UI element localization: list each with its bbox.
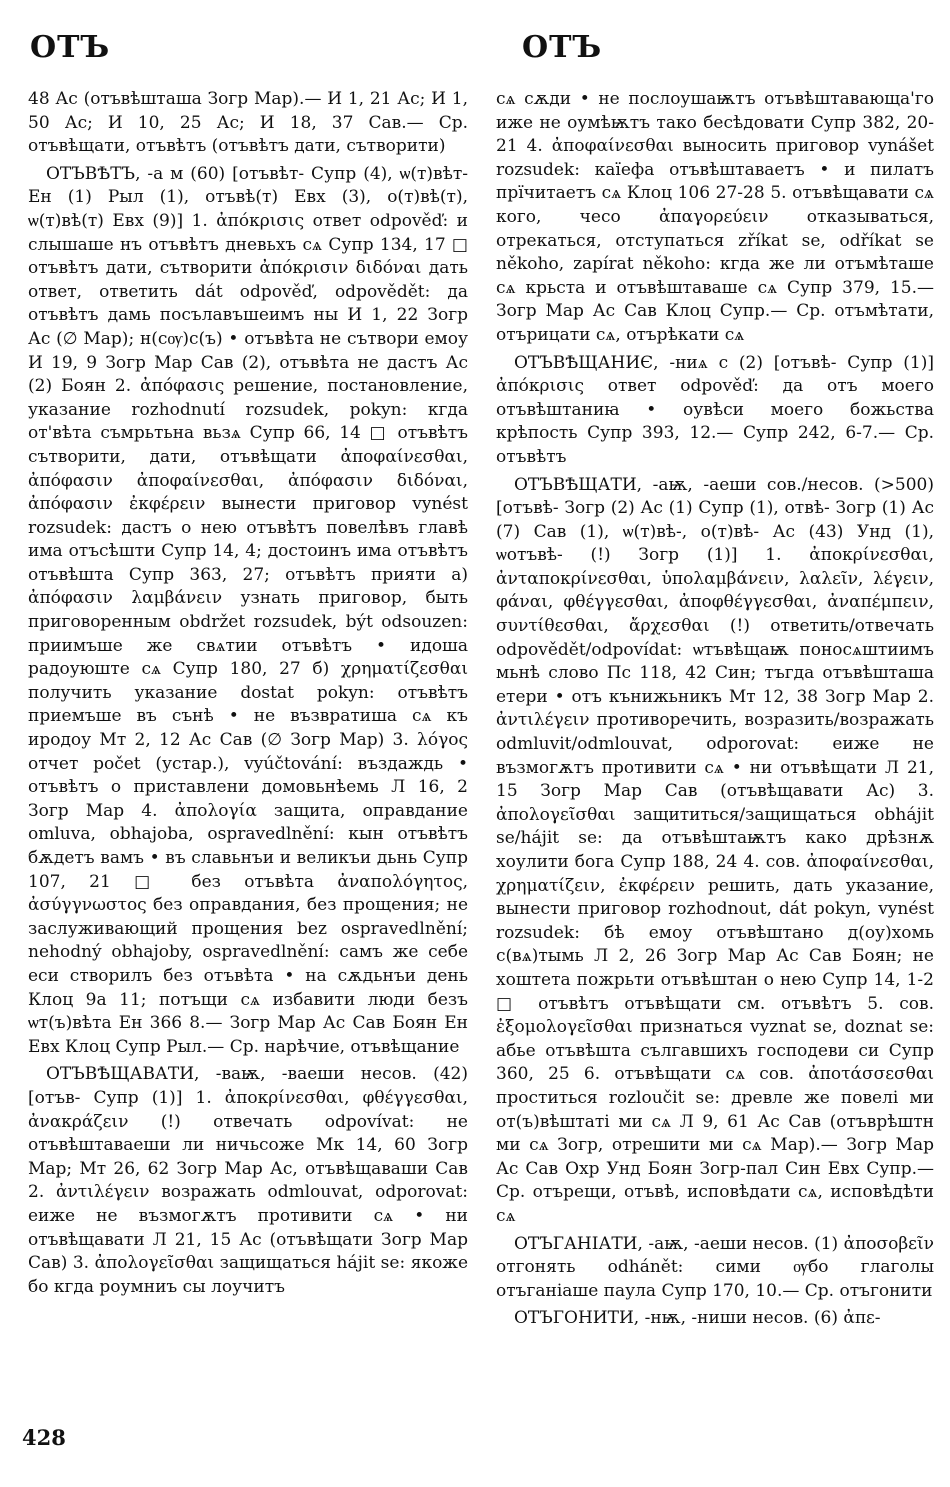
left-column (28, 88, 468, 1303)
entry-continuation: сѧ сѫди • не послоушаѭтъ отъвѣштавающа'го иже не оумѣѭтъ тако бесѣдовати Супр 382, 20-21 4. ἀποφαίνεσθαι выносить приговор vynášet rozsudek: каїефа отъвѣштаваетъ • и пилатъ прїчитаетъ сѧ Клоц 106 27-28 5. отъвѣщавати сѧ кого, чесо ἀπαγορεύειν отказываться, отрекаться, отступаться zříkat se, odříkat se někoho, zapírat někoho: кгда же ли отъмѣташе сѧ крьста и отъвѣштаваше сѧ Супр 379, 15.— Зогр Мар Ас Сав Клоц Супр.— Ср. отъмѣтати, отърицати сѧ, отърѣкати сѧ (496, 89, 934, 345)
running-header-right: ОТЪ (522, 30, 603, 65)
entry-otuveshtavati: ОТЪВѢЩАВАТИ, -ваѭ, -ваеши несов. (42) [отъв- Супр (1)] 1. ἀποκρίνεσθαι, φθέγγεσθαι, ἀνακράζειν (!) отвечать odpovívat: не отъвѣштаваеши ли ничьсоже Мк 14, 60 Зогр Мар; Мт 26, 62 Зогр Мар Ас, отъвѣщаваши Сав 2. ἀντιλέγειν возражать odmlouvat, odporovat: еиже не възмогѫтъ противити сѧ • ни отъвѣщавати Л 21, 15 Ас (отъвѣщати Зогр Мар Сав) 3. ἀπολογεῖσθαι защищаться hájit se: якоже бо кгда роумниъ сы лоучитъ (28, 1064, 468, 1297)
entry-otugoniti: ОТЪГОНИТИ, -нѭ, -ниши несов. (6) ἀπε- (514, 1308, 881, 1329)
entry-otuganiati: ОТЪГАНІАТИ, -аѭ, -аеши несов. (1) ἀποσοβεῖν отгонять odhánět: сими ѹбо глаголы отъганіаше паула Супр 170, 10.— Ср. отъгонити (496, 1233, 934, 1301)
entry-otuveshtanie: ОТЪВѢЩАНИЄ, -ниѧ с (2) [отъвѣ- Супр (1)] ἀπόκρισις ответ odpověď: да отъ моего отъвѣштаниꙗ • оувѣси моего божьства крѣпость Супр 393, 12.— Супр 242, 6-7.— Ср. отъвѣтъ (496, 352, 934, 467)
page-number: 428 (22, 1425, 66, 1450)
entry-otuveshtati: ОТЪВѢЩАТИ, -аѭ, -аеши сов./несов. (>500) [отъвѣ- Зогр (2) Ас (1) Супр (1), отвѣ- Зогр (1) Ас (7) Сав (1), ѡ(т)вѣ-, о(т)вѣ- Ас (43) Унд (1), ѡотъвѣ- (!) Зогр (1)] 1. ἀποκρίνεσθαι, ἀνταποκρίνεσθαι, ὑπολαμβάνειν, λαλεῖν, λέγειν, φάναι, φθέγγεσθαι, ἀποφθέγγεσθαι, ἀναπέμπειν, συντίθεσθαι, ἄρχεσθαι (!) ответить/отвечать odpovědět/odpovídat: ѡтъвѣщаѭ поносѧштиимъ мьнѣ слово Пс 118, 42 Син; тъгда отъвѣшташа етери • отъ кънижьникъ Мт 12, 38 Зогр Мар 2. ἀντιλέγειν противоречить, возразить/возражать odmluvit/odmlouvat, odporovat: еиже не възмогѫтъ противити сѧ • ни отъвѣщати Л 21, 15 Зогр Мар Сав (отъвѣщавати Ас) 3. ἀπολογεῖσθαι защититься/защищаться obhájit se/hájit se: да отъвѣштаѭтъ како дрѣзнѫ хоулити бога Супр 188, 24 4. сов. ἀποφαίνεσθαι, χρηματίζειν, ἐκφέρειν решить, дать указание, вынести приговор rozhodnout, dát pokyn, vynést rozsudek: бѣ емоу отъвѣштано д(оу)хомь с(вѧ)тымь Л 2, 26 Зогр Мар Ас Сав Боян; не хоштета пожрьти отъвѣштан о нею Супр 14, 1-2 □ отъвѣтъ отъвѣщати см. отъвѣтъ 5. сов. ἐξομολογεῖσθαι признаться vyznat se, doznat se: абье отъвѣшта сългавшихъ господеви си Супр 360, 25 6. отъвѣщати сѧ сов. ἀποτάσσεσθαι проститься rozloučit se: древле же повелі ми от(ъ)вѣштаті ми сѧ Л 9, 61 Ас Сав (отъврѣштн ми сѧ Зогр, отрешити ми сѧ Мар).— Зогр Мар Ас Сав Охр Унд Боян Зогр-пал Син Евх Супр.— Ср. отърещи, отъвѣ, исповѣдати сѧ, исповѣдѣти сѧ (496, 474, 934, 1226)
entry-continuation: 48 Ас (отъвѣшташа Зогр Мар).— И 1, 21 Ас; И 1, 50 Ас; И 10, 25 Ас; И 18, 37 Сав.— Ср. отъвѣщати, отъвѣтъ (отъвѣтъ дати, сътворити) (28, 89, 468, 157)
right-column (496, 88, 934, 1335)
entry-otuvetu: ОТЪВѢТЪ, -а м (60) [отъвѣт- Супр (4), ѡ(т)вѣт- Ен (1) Рыл (1), отъвѣ(т) Евх (3), о(т)вѣ(т), ѡ(т)вѣ(т) Евх (9)] 1. ἀπόκρισις ответ odpověď: и слышаше нъ отъвѣтъ дневьхъ сѧ Супр 134, 17 □ отъвѣтъ дати, сътворити ἀπόκρισιν διδόναι дать ответ, ответить dát odpověď, odpovědět: да отъвѣтъ дамь посълавъшеимъ ны И 1, 22 Зогр Ас (∅ Мар); н(сѹ)с(ъ) • отъвѣта не сътвори емоу И 19, 9 Зогр Мар Сав (2), отъвѣта не дастъ Ас (2) Боян 2. ἀπόφασις решение, постановление, указание rozhodnutí rozsudek, pokyn: кгда от'вѣта съмрьтьна вьзѧ Супр 66, 14 □ отъвѣтъ сътворити, дати, отъвѣщати ἀποφαίνεσθαι, ἀπόφασιν ἀποφαίνεσθαι, ἀπόφασιν διδόναι, ἀπόφασιν ἐκφέρειν вынести приговор vynést rozsudek: дастъ о нею отъвѣтъ повелѣвъ главѣ има отъсѣшти Супр 14, 4; достоинъ има отъвѣтъ отъвѣшта Супр 363, 27; отъвѣтъ прияти а) ἀπόφασιν λαμβάνειν узнать приговор, быть приговоренным obdržet rozsudek, být odsouzen: приимъше же свѧтии отъвѣтъ • идоша радоуюште сѧ Супр 180, 27 б) χρηματίζεσθαι получить указание dostat pokyn: отъвѣтъ приемъше въ сънѣ • не възвратиша сѧ къ иродоу Мт 2, 12 Ас Сав (∅ Зогр Мар) 3. λόγος отчет počet (устар.), vyúčtování: въздаждь • отъвѣтъ о приставлени домовьнѣемь Л 16, 2 Зогр Мар 4. ἀπολογία защита, оправдание omluva, obhajoba, ospravedlnění: кын отъвѣтъ бѫдетъ вамъ • въ славьнъи и великъи дьнь Супр 107, 21 □ без отъвѣта ἀναπολόγητος, ἀσύγγνωστος без оправдания, без прощения; не заслуживающий прощения bez ospravedlnění; nehodný obhajoby, ospravedlnění: самъ же себе еси створилъ без отъвѣта • на сѫдьнъи день Клоц 9а 11; потъщи сѧ избавити люди безъ ѡт(ъ)вѣта Ен 366 8.— Зогр Мар Ас Сав Боян Ен Евх Клоц Супр Рыл.— Ср. нарѣчие, отъвѣщание (28, 163, 468, 1057)
running-header-left: ОТЪ (30, 30, 111, 65)
